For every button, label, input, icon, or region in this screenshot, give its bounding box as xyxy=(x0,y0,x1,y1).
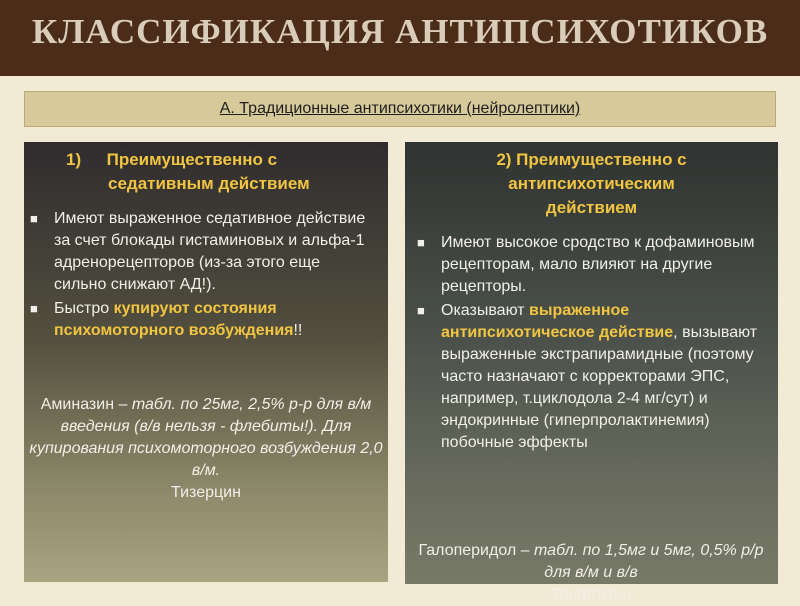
bullet-square-icon: ■ xyxy=(30,211,38,226)
left-drug-name: Аминазин – xyxy=(40,396,128,413)
right-drug-2: Трифтазин xyxy=(550,586,632,603)
bullet-square-icon: ■ xyxy=(417,303,425,318)
left-bullet-2-post: !! xyxy=(293,322,303,339)
left-heading-number: 1) xyxy=(66,150,82,169)
right-bullet-2-pre: Оказывают xyxy=(441,302,525,319)
left-bullet-2 xyxy=(24,298,374,342)
left-bullet-2-highlight: купируют состояния психомоторного возбуждения xyxy=(54,300,294,339)
slide-title: КЛАССИФИКАЦИЯ АНТИПСИХОТИКОВ xyxy=(31,12,769,51)
right-drug-name: Галоперидол – xyxy=(418,542,530,559)
left-drug-info xyxy=(28,394,384,504)
left-drug-desc: табл. по 25мг, 2,5% р-р для в/м введения (в/в нельзя - флебиты!). Для купирования психомоторного возбуждения 2,0 в/м. xyxy=(29,396,383,479)
right-drug-info xyxy=(411,540,771,606)
left-heading-line2: седативным действием xyxy=(108,174,310,193)
bullet-square-icon: ■ xyxy=(417,235,425,250)
right-bullets xyxy=(411,226,769,454)
left-bullet-1 xyxy=(24,208,374,296)
left-bullet-1-text: Имеют выраженное седативное действие за счет блокады гистаминовых и альфа-1 адренорецепторов (из-за этого еще сильно снижают АД!). xyxy=(54,210,366,293)
panel-antipsychotic xyxy=(405,142,778,603)
left-bullets xyxy=(24,202,374,342)
right-drug-desc: табл. по 1,5мг и 5мг, 0,5% р/р для в/м и в/в xyxy=(534,542,764,581)
left-drug-2: Тизерцин xyxy=(171,484,241,501)
right-heading-line1: 2) Преимущественно с xyxy=(496,150,687,169)
left-heading-line1: Преимущественно с xyxy=(106,150,278,169)
right-heading xyxy=(405,148,778,220)
right-bullet-1 xyxy=(411,232,769,298)
right-heading-line3: действием xyxy=(545,198,638,217)
bullet-square-icon: ■ xyxy=(30,301,38,316)
subtitle-banner: А. Традиционные антипсихотики (нейролептики) xyxy=(24,91,776,127)
right-bullet-2-highlight: выраженное антипсихотическое действие xyxy=(441,302,674,341)
right-bullet-2-post: , вызывают выраженные экстрапирамидные (поэтому часто назначают с корректорами ЭПС, например, т.циклодола 2-4 мг/сут) и эндокринные (гиперпролактинемия) побочные эффекты xyxy=(441,324,758,451)
left-bullet-2-pre: Быстро xyxy=(54,300,110,317)
panel-sedative xyxy=(24,142,388,582)
right-heading-line2: антипсихотическим xyxy=(508,174,675,193)
left-heading xyxy=(66,148,386,196)
right-bullet-1-text: Имеют высокое сродство к дофаминовым рецепторам, мало влияют на другие рецепторы. xyxy=(441,234,755,295)
right-bullet-2 xyxy=(411,300,769,454)
